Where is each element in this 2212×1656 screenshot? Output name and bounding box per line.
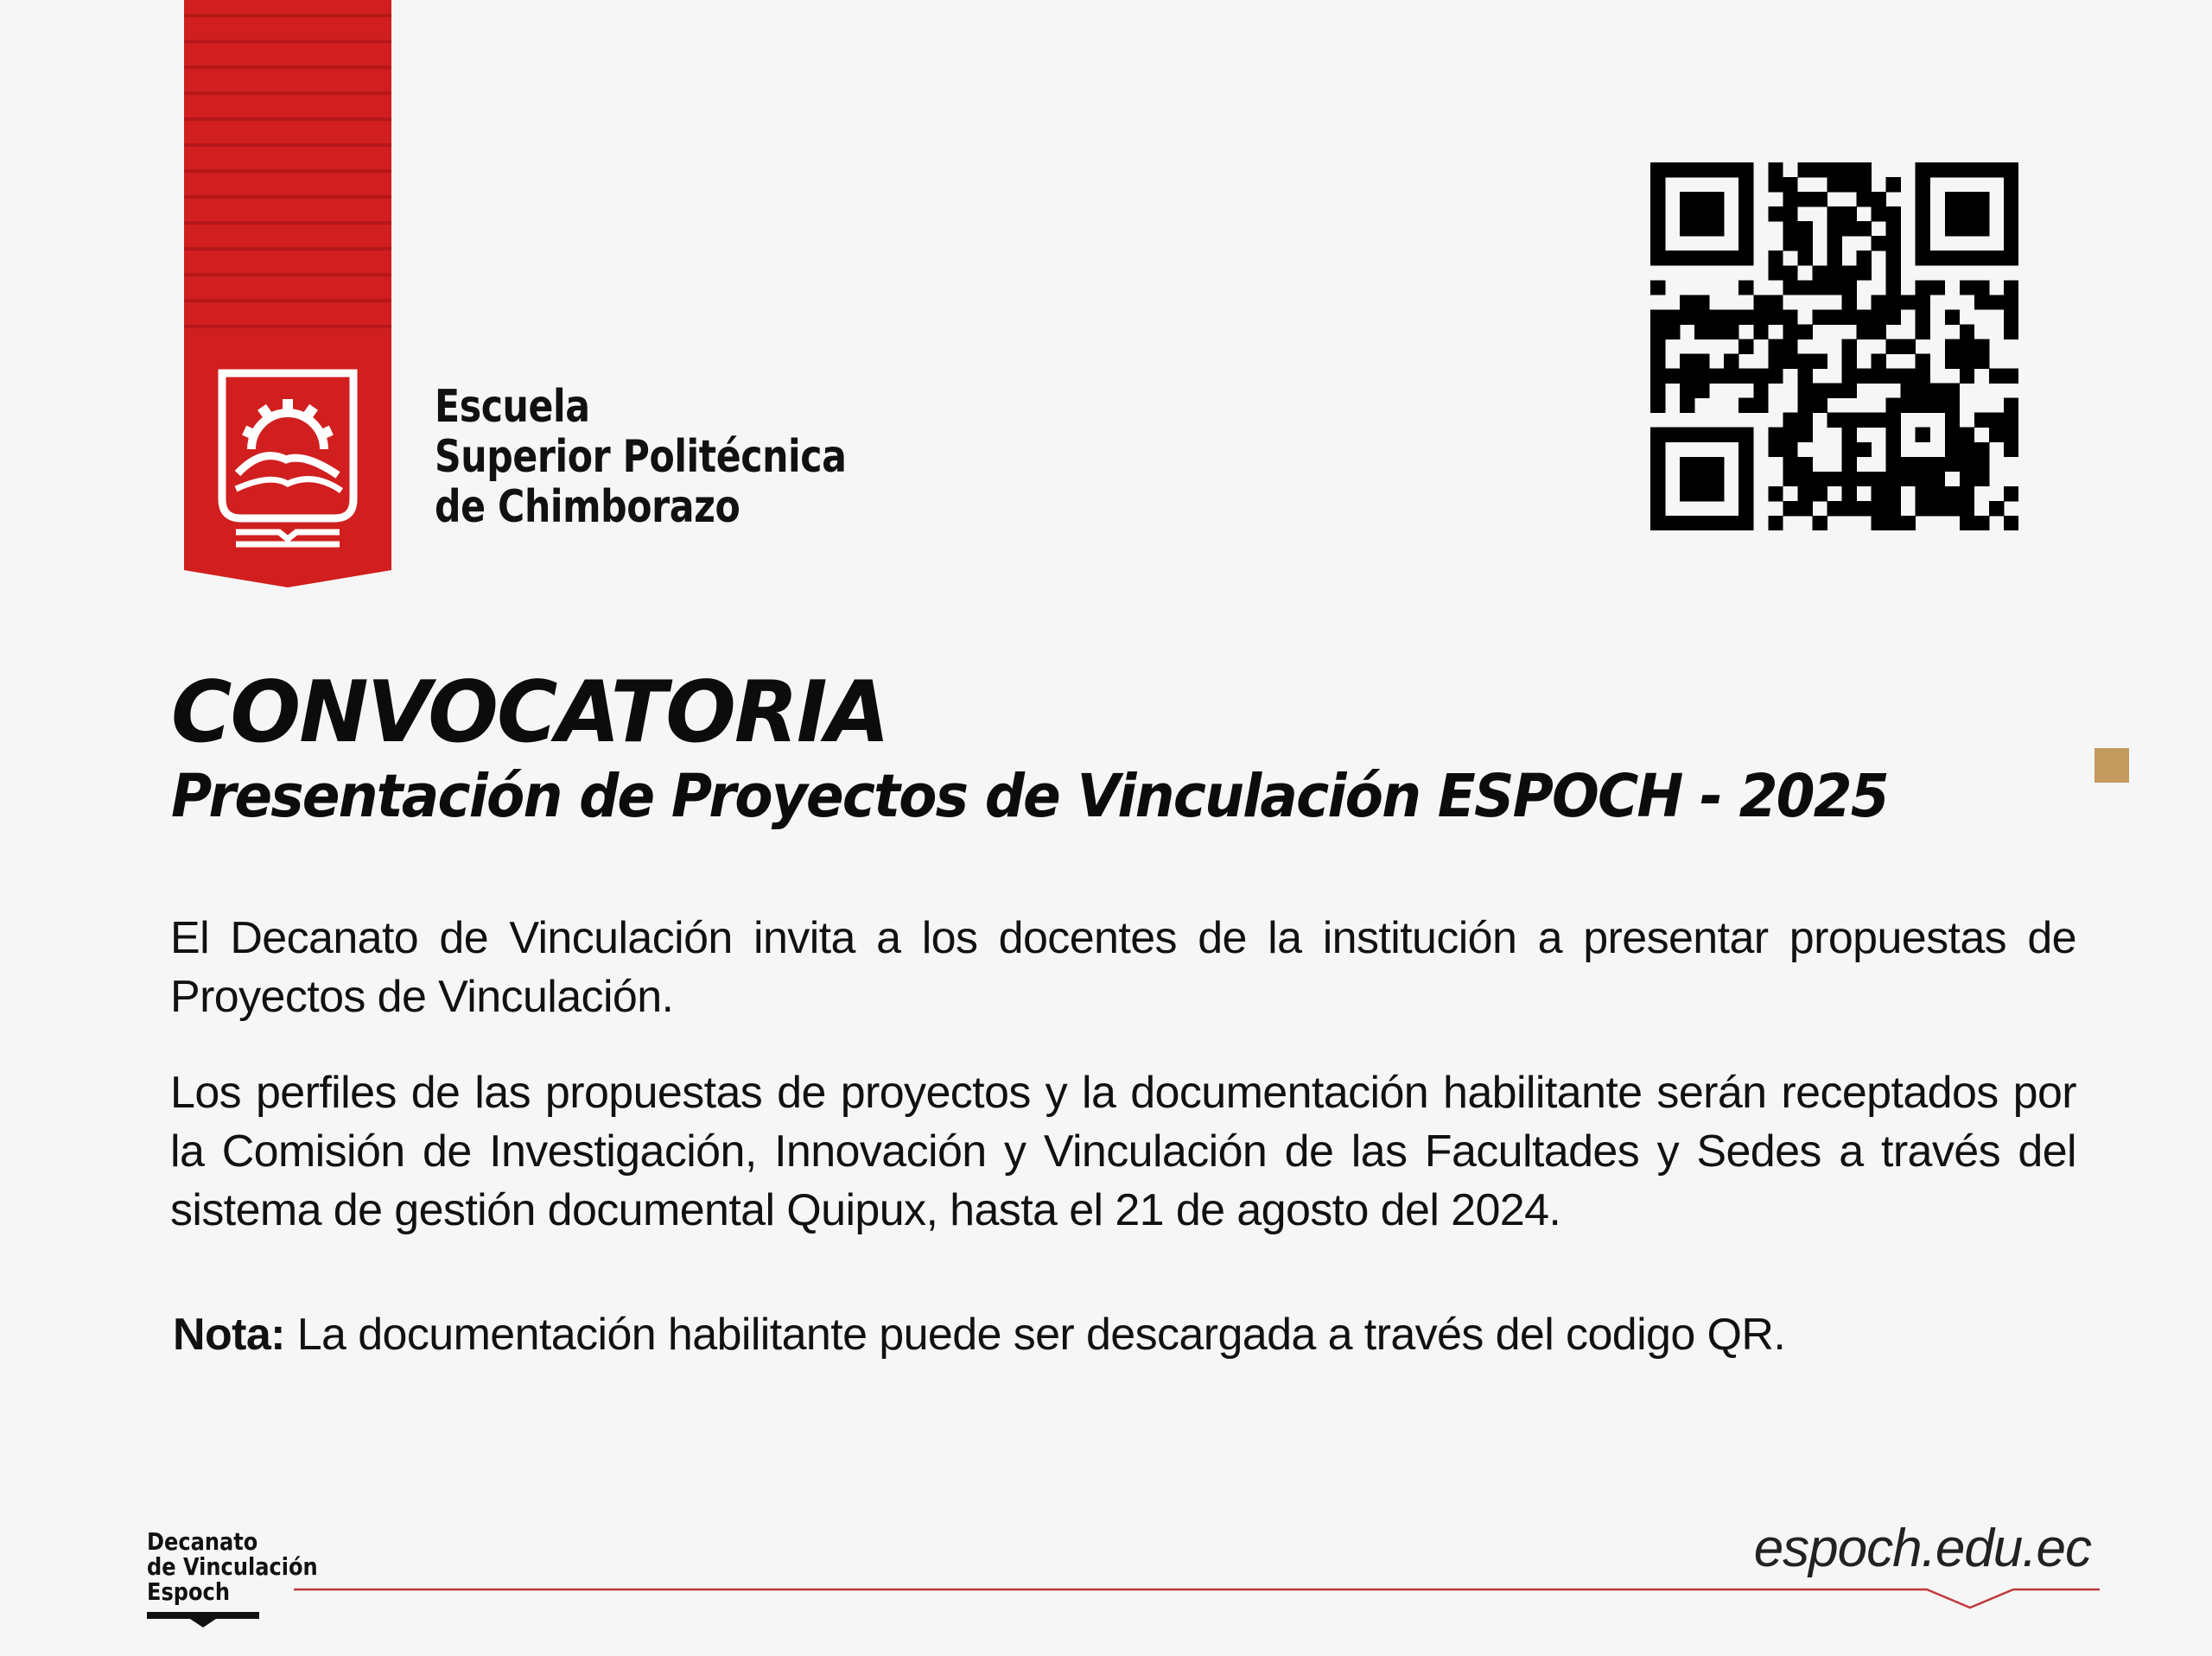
footer-department-logo — [147, 1529, 318, 1604]
footer-divider-line — [294, 1577, 2100, 1611]
footer-website-link[interactable]: espoch.edu.ec — [1753, 1519, 2091, 1578]
accent-square — [2094, 748, 2129, 783]
institution-name-line-1: Escuela — [435, 381, 590, 433]
note — [173, 1305, 1785, 1364]
paragraph-invitation: El Decanato de Vinculación invita a los docentes de la institución a presentar propuestas de Proyectos de Vinculación. — [170, 913, 2076, 1022]
announcement-subtitle: Presentación de Proyectos de Vinculación ESPOCH - 2025 — [171, 762, 1888, 831]
paragraph-submission-details: Los perfiles de las propuestas de proyectos y la documentación habilitante serán receptados por la Comisión de Investigación, Innovación y Vinculación de las Facultades y Sedes a través del sistema de gestión documental Quipux, hasta el 21 de agosto del 2024. — [170, 1068, 2076, 1235]
note-label: Nota: — [173, 1310, 285, 1360]
footer-department-line-2: de Vinculación — [147, 1552, 318, 1581]
announcement-title: CONVOCATORIA — [171, 663, 889, 762]
institution-name-line-3: de Chimborazo — [435, 481, 741, 533]
institution-name-line-2: Superior Politécnica — [435, 431, 847, 483]
footer-department-line-1: Decanato — [147, 1527, 258, 1556]
university-logo-banner — [184, 0, 391, 587]
note-text: La documentación habilitante puede ser descargada a través del codigo QR. — [284, 1310, 1786, 1360]
qr-code-icon[interactable] — [1650, 162, 2018, 530]
footer-department-line-3: Espoch — [147, 1577, 230, 1606]
institution-name — [435, 382, 846, 532]
footer-department-underline — [147, 1612, 259, 1629]
